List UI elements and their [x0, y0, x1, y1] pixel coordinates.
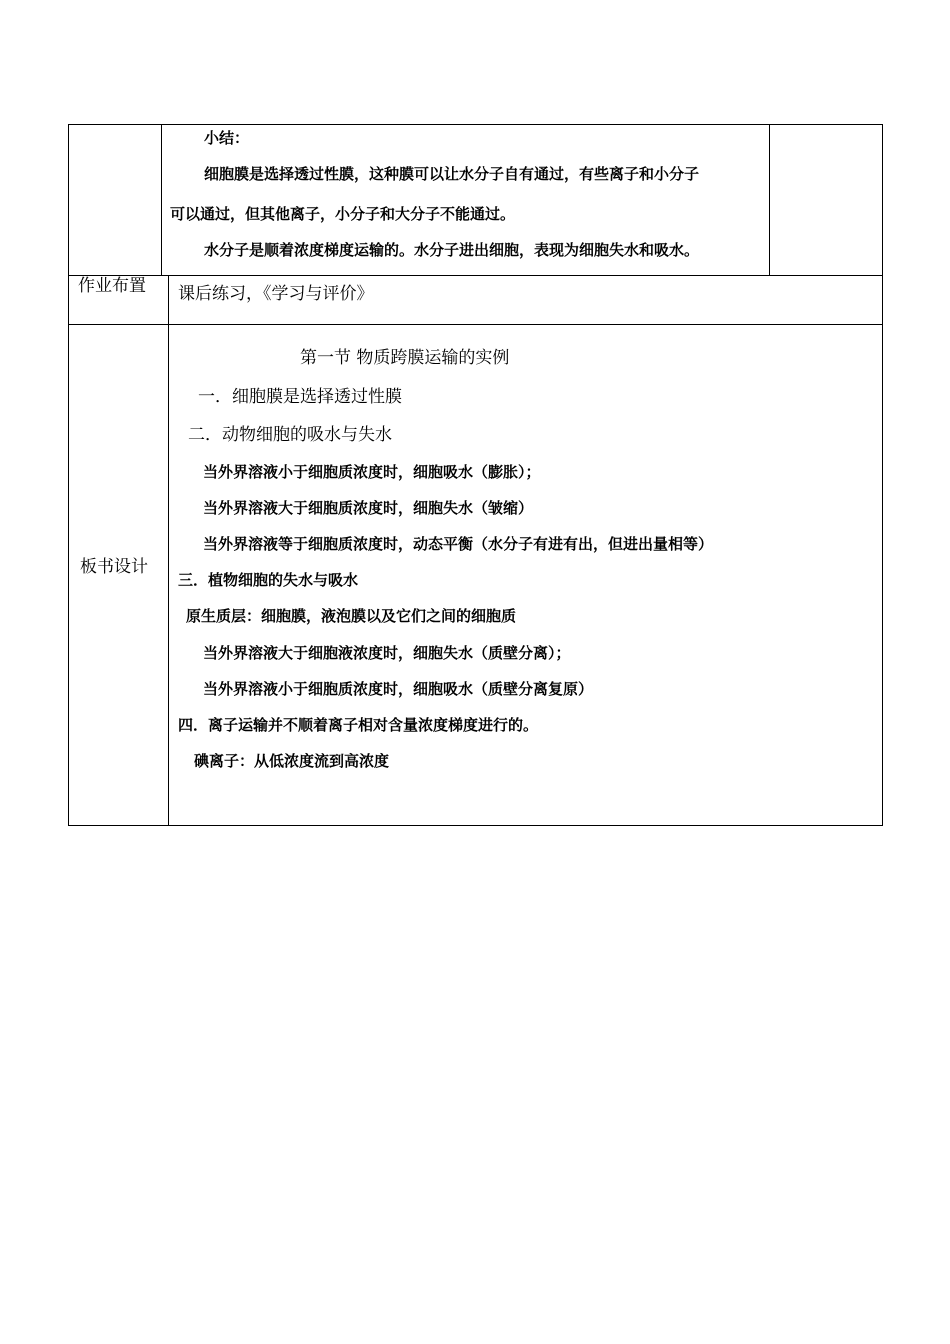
board-point-1: 一．细胞膜是选择透过性膜 — [198, 387, 402, 407]
board-title: 第一节 物质跨膜运输的实例 — [300, 348, 510, 368]
table-bottom-border — [68, 825, 883, 826]
row-divider-homework — [68, 324, 883, 325]
board-point-4-note: 碘离子：从低浓度流到高浓度 — [194, 752, 390, 770]
col-divider-lower — [168, 275, 169, 826]
table-top-border — [68, 124, 883, 125]
board-point-2-item: 当外界溶液小于细胞质浓度时，细胞吸水（膨胀）； — [203, 463, 541, 481]
table-right-border — [882, 124, 883, 826]
board-point-3: 三．植物细胞的失水与吸水 — [178, 571, 359, 589]
summary-paragraph2: 水分子是顺着浓度梯度运输的。水分子进出细胞，表现为细胞失水和吸水。 — [204, 241, 700, 259]
homework-content: 课后练习，《学习与评价》 — [178, 284, 374, 304]
table-left-border — [68, 124, 69, 826]
board-point-3-item: 当外界溶液大于细胞液浓度时，细胞失水（质壁分离）； — [203, 644, 571, 662]
board-point-4: 四．离子运输并不顺着离子相对含量浓度梯度进行的。 — [178, 716, 539, 734]
col-divider-right — [769, 124, 770, 276]
row-divider-summary — [68, 275, 883, 276]
board-point-2: 二．动物细胞的吸水与失水 — [188, 425, 392, 445]
board-point-2-item: 当外界溶液大于细胞质浓度时，细胞失水（皱缩） — [203, 499, 534, 517]
summary-heading: 小结： — [204, 129, 250, 147]
summary-paragraph-line2: 可以通过，但其他离子，小分子和大分子不能通过。 — [170, 205, 516, 223]
board-point-3-item: 当外界溶液小于细胞质浓度时，细胞吸水（质壁分离复原） — [203, 680, 594, 698]
homework-label: 作业布置 — [78, 276, 146, 296]
col-divider-upper — [161, 124, 162, 276]
board-design-label: 板书设计 — [80, 557, 148, 577]
board-point-2-item: 当外界溶液等于细胞质浓度时，动态平衡（水分子有进有出，但进出量相等） — [203, 535, 714, 553]
summary-paragraph-line1: 细胞膜是选择透过性膜，这种膜可以让水分子自有通过，有些离子和小分子 — [204, 165, 700, 183]
board-point-3-definition: 原生质层：细胞膜，液泡膜以及它们之间的细胞质 — [186, 607, 517, 625]
